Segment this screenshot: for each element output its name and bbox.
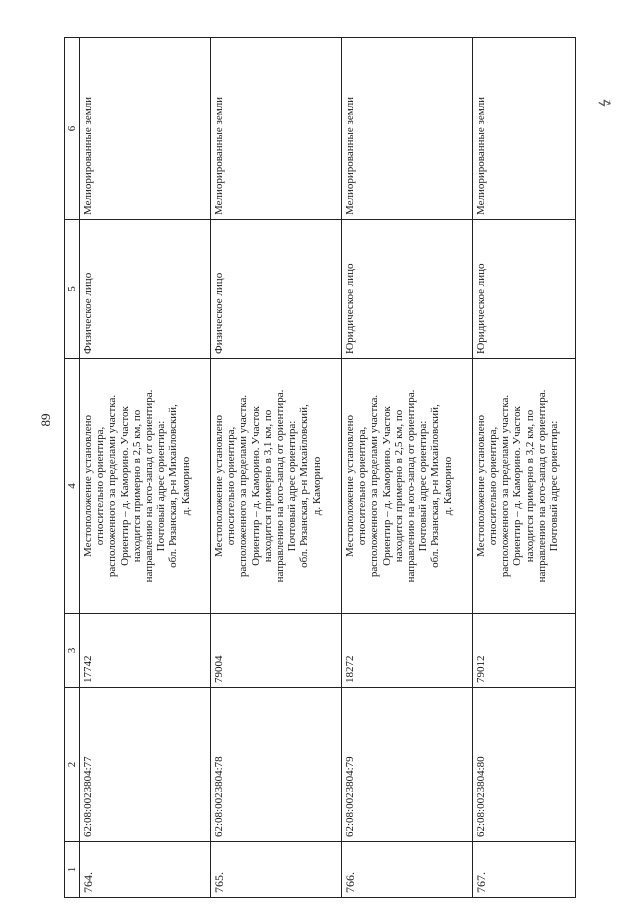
owner-type: Физическое лицо bbox=[80, 220, 211, 359]
owner-type: Физическое лицо bbox=[210, 220, 341, 359]
location-line: д. Каморино bbox=[310, 456, 323, 516]
location-line: направлению на юго-запад от ориентира. bbox=[404, 389, 417, 583]
cadastral-number: 62:08:0023804:80 bbox=[472, 688, 575, 842]
plot-location bbox=[210, 359, 341, 614]
land-category: Мелиорированные земли bbox=[80, 38, 211, 220]
owner-type: Юридическое лицо bbox=[341, 220, 472, 359]
table-row bbox=[341, 38, 472, 898]
header-cell-1: 1 bbox=[65, 842, 80, 898]
location-line: относительно ориентира, bbox=[225, 426, 238, 546]
location-line: Почтовый адрес ориентира: bbox=[548, 420, 561, 552]
owner-type: Юридическое лицо bbox=[472, 220, 575, 359]
row-number: 767. bbox=[472, 842, 575, 898]
location-line: Местоположение установлено bbox=[82, 415, 94, 557]
location-line: Местоположение установлено bbox=[474, 415, 487, 557]
location-line: находится примерно в 2,5 км, по bbox=[392, 409, 405, 563]
table-row bbox=[210, 38, 341, 898]
location-line: Местоположение установлено bbox=[343, 415, 356, 557]
location-line: д. Каморино bbox=[179, 456, 192, 516]
location-line: направлению на юго-запад от ориентира. bbox=[535, 389, 548, 583]
cadastral-number: 62:08:0023804:78 bbox=[210, 688, 341, 842]
cadastral-number: 62:08:0023804:79 bbox=[341, 688, 472, 842]
location-line: расположенного за пределами участка. bbox=[368, 394, 381, 578]
land-category: Мелиорированные земли bbox=[210, 38, 341, 220]
location-line: находится примерно в 3,2 км, по bbox=[523, 409, 536, 563]
location-line: находится примерно в 3,1 км, по bbox=[261, 409, 274, 563]
location-line: д. Каморино bbox=[441, 456, 454, 516]
land-plots-table bbox=[64, 38, 576, 898]
plot-area: 18272 bbox=[341, 614, 472, 688]
location-line: Ориентир – д. Каморино. Участок bbox=[380, 406, 393, 566]
header-cell-6: 6 bbox=[65, 38, 80, 220]
location-line: расположенного за пределами участка. bbox=[499, 394, 512, 578]
location-line: Местоположение установлено bbox=[212, 415, 225, 557]
table-row bbox=[472, 38, 575, 898]
cadastral-number: 62:08:0023804:77 bbox=[80, 688, 211, 842]
location-line: Ориентир – д. Каморино. Участок bbox=[118, 406, 131, 566]
plot-location bbox=[341, 359, 472, 614]
location-line: обл. Рязанская, р-н Михайловский, bbox=[429, 404, 442, 568]
row-number: 766. bbox=[341, 842, 472, 898]
header-cell-2: 2 bbox=[65, 688, 80, 842]
location-line: Почтовый адрес ориентира: bbox=[286, 420, 299, 552]
plot-location bbox=[80, 359, 211, 614]
location-line: обл. Рязанская, р-н Михайловский, bbox=[167, 404, 180, 568]
location-line: находится примерно в 2,5 км, по bbox=[130, 409, 143, 563]
land-category: Мелиорированные земли bbox=[341, 38, 472, 220]
location-line: Ориентир – д. Каморино. Участок bbox=[511, 406, 524, 566]
table-row bbox=[80, 38, 211, 898]
location-line: относительно ориентира, bbox=[94, 426, 107, 546]
location-line: относительно ориентира, bbox=[356, 426, 369, 546]
location-line: относительно ориентира, bbox=[487, 426, 500, 546]
scan-mark-icon: ↯ bbox=[595, 93, 617, 113]
header-row bbox=[65, 38, 80, 898]
plot-area: 79004 bbox=[210, 614, 341, 688]
location-line: обл. Рязанская, р-н Михайловский, bbox=[298, 404, 311, 568]
page-number: 89 bbox=[38, 413, 53, 427]
header-cell-5: 5 bbox=[65, 220, 80, 359]
header-cell-4: 4 bbox=[65, 359, 80, 614]
location-line: расположенного за пределами участка. bbox=[237, 394, 250, 578]
plot-area: 79012 bbox=[472, 614, 575, 688]
location-line: Почтовый адрес ориентира: bbox=[417, 420, 430, 552]
row-number: 764. bbox=[80, 842, 211, 898]
location-line: Ориентир – д. Каморино. Участок bbox=[249, 406, 262, 566]
row-number: 765. bbox=[210, 842, 341, 898]
plot-location bbox=[472, 359, 575, 614]
land-category: Мелиорированные земли bbox=[472, 38, 575, 220]
location-line: направлению на юго-запад от ориентира. bbox=[143, 389, 156, 583]
header-cell-3: 3 bbox=[65, 614, 80, 688]
location-line: Почтовый адрес ориентира: bbox=[155, 420, 168, 552]
plot-area: 17742 bbox=[80, 614, 211, 688]
location-line: направлению на юго-запад от ориентира. bbox=[273, 389, 286, 583]
location-line: расположенного за пределами участка. bbox=[106, 394, 119, 578]
